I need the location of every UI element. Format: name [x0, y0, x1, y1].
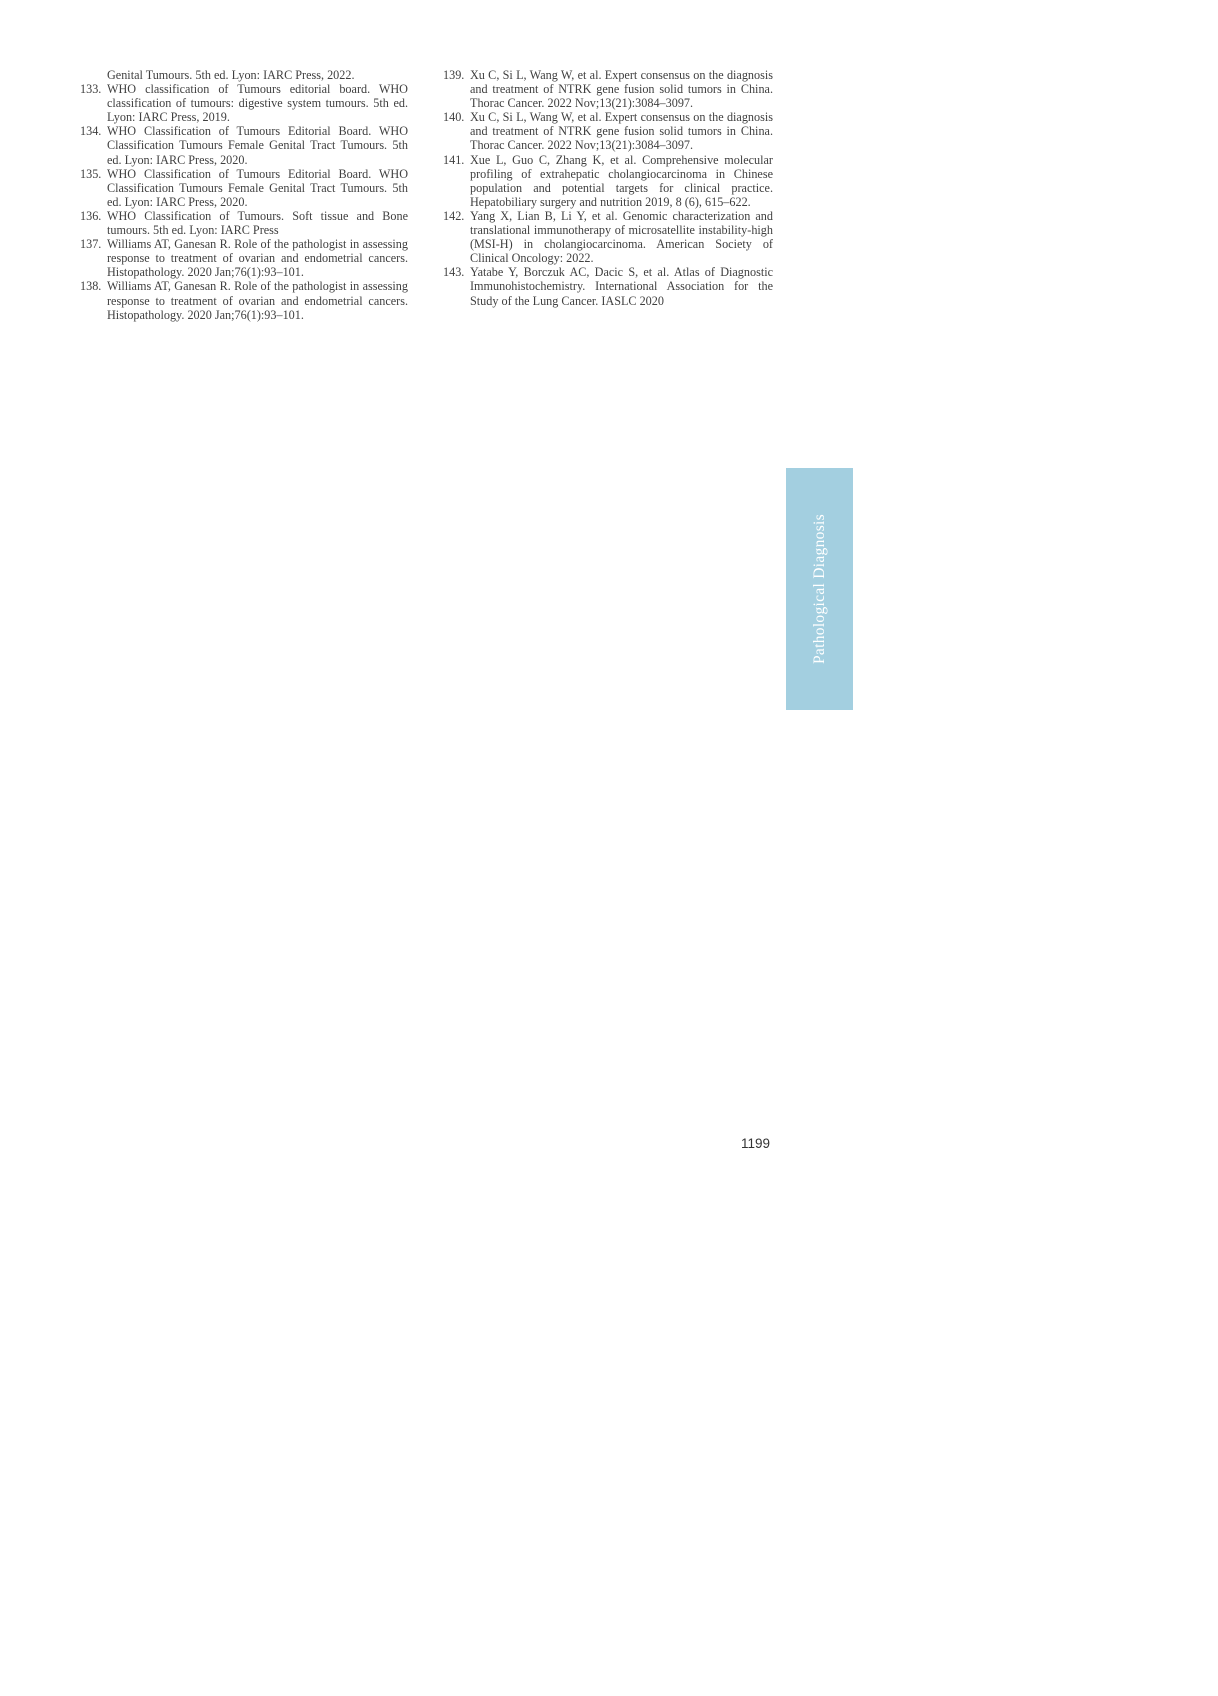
reference-text: Yatabe Y, Borczuk AC, Dacic S, et al. Atlas of Diagnostic Immunohistochemistry. International Association for the Study of the Lung Cancer. IASLC 2020: [470, 265, 773, 308]
reference-text: WHO Classification of Tumours Editorial Board. WHO Classification Tumours Female Genital Tract Tumours. 5th ed. Lyon: IARC Press, 2020.: [107, 166, 408, 209]
page-number: 1199: [741, 1136, 771, 1151]
reference-text: Xu C, Si L, Wang W, et al. Expert consensus on the diagnosis and treatment of NTRK gene fusion solid tumors in China. Thorac Cancer. 2022 Nov;13(21):3084–3097.: [470, 68, 773, 111]
reference-number: 138.: [80, 279, 102, 294]
reference-entry: [80, 237, 408, 279]
reference-text: Xu C, Si L, Wang W, et al. Expert consensus on the diagnosis and treatment of NTRK gene fusion solid tumors in China. Thorac Cancer. 2022 Nov;13(21):3084–3097.: [470, 110, 773, 153]
reference-number: 139.: [443, 68, 465, 82]
references-left-column: [80, 68, 408, 322]
reference-number: 140.: [443, 110, 465, 125]
reference-text: Genital Tumours. 5th ed. Lyon: IARC Press, 2022.: [107, 68, 355, 82]
reference-entry: [80, 124, 408, 166]
reference-text: Yang X, Lian B, Li Y, et al. Genomic characterization and translational immunotherapy of microsatellite instability-high (MSI-H) in cholangiocarcinoma. American Society of Clinical Oncology: 2022.: [470, 208, 773, 266]
reference-text: WHO Classification of Tumours. Soft tissue and Bone tumours. 5th ed. Lyon: IARC Press: [107, 208, 408, 238]
reference-entry: [443, 209, 773, 265]
section-tab-label: Pathological Diagnosis: [810, 514, 828, 664]
reference-entry: [80, 209, 408, 237]
reference-number: 133.: [80, 82, 102, 97]
reference-text: Williams AT, Ganesan R. Role of the pathologist in assessing response to treatment of ovarian and endometrial cancers. Histopathology. 2020 Jan;76(1):93–101.: [107, 237, 408, 280]
reference-number: 135.: [80, 166, 102, 181]
reference-entry: [443, 153, 773, 209]
reference-text: Xue L, Guo C, Zhang K, et al. Comprehensive molecular profiling of extrahepatic cholangiocarcinoma in Chinese population and potential targets for clinical practice. Hepatobiliary surgery and nutrition 2019, 8 (6), 615–622.: [470, 152, 773, 209]
references-right-column: [443, 68, 773, 308]
reference-entry: [443, 68, 773, 110]
reference-entry: [80, 167, 408, 209]
section-side-tab: [786, 468, 853, 710]
reference-text: WHO classification of Tumours editorial board. WHO classification of tumours: digestive system tumours. 5th ed. Lyon: IARC Press, 2019.: [107, 82, 408, 125]
reference-text: WHO Classification of Tumours Editorial Board. WHO Classification Tumours Female Genital Tract Tumours. 5th ed. Lyon: IARC Press, 2020.: [107, 124, 408, 167]
reference-number: 141.: [443, 152, 465, 167]
reference-number: 143.: [443, 265, 465, 280]
reference-number: 142.: [443, 208, 465, 223]
reference-text: Williams AT, Ganesan R. Role of the pathologist in assessing response to treatment of ovarian and endometrial cancers. Histopathology. 2020 Jan;76(1):93–101.: [107, 279, 408, 322]
reference-entry: [80, 279, 408, 321]
reference-entry: [443, 265, 773, 307]
reference-entry: [443, 110, 773, 152]
reference-number: 137.: [80, 237, 102, 252]
reference-entry: [80, 82, 408, 124]
reference-number: 134.: [80, 124, 102, 139]
reference-entry: [80, 68, 408, 82]
reference-number: 136.: [80, 208, 102, 223]
